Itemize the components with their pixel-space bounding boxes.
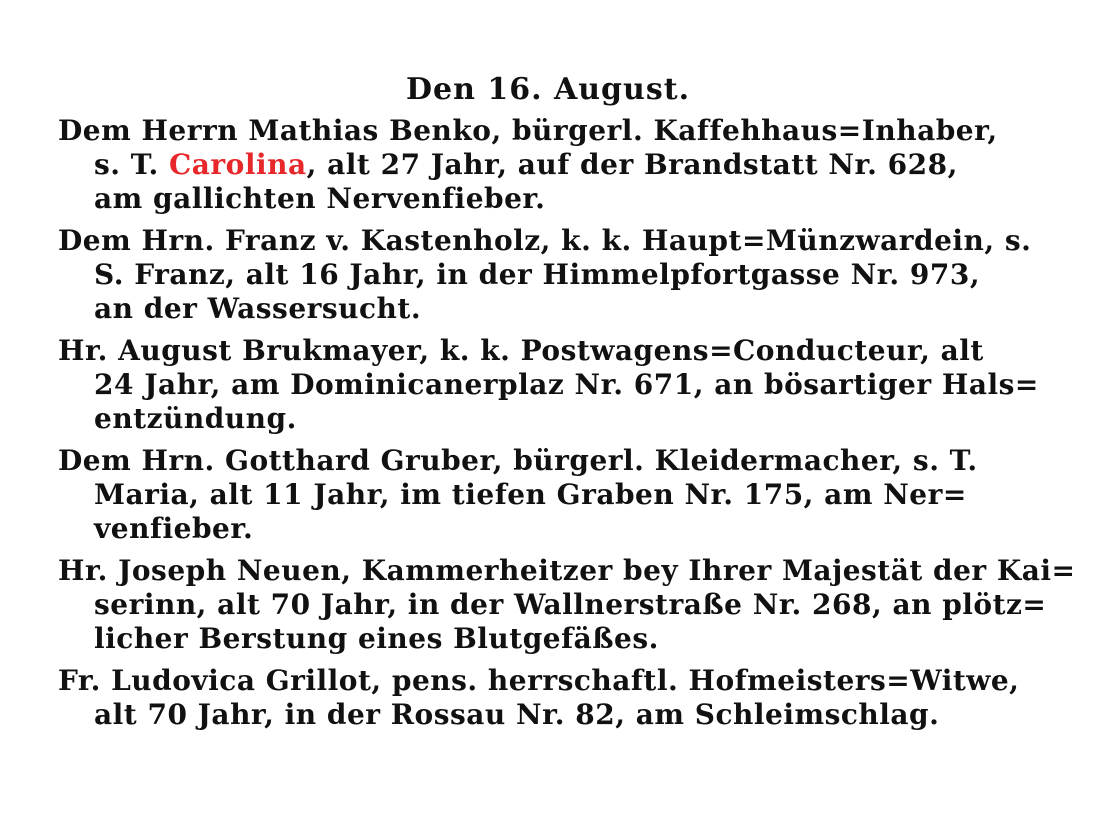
entry-text: , alt 27 Jahr, auf der Brandstatt Nr. 628, — [306, 148, 958, 181]
entry-line: Dem Herrn Mathias Benko, bürgerl. Kaffehhaus=Inhaber, — [58, 114, 998, 147]
death-record-entry — [58, 334, 1048, 436]
entry-line: S. Franz, alt 16 Jahr, in der Himmelpfortgasse Nr. 973, — [94, 258, 981, 291]
entry-line: Dem Hrn. Franz v. Kastenholz, k. k. Haupt=Münzwardein, s. — [58, 224, 1032, 257]
entry-line: Dem Hrn. Gotthard Gruber, bürgerl. Kleidermacher, s. T. — [58, 444, 978, 477]
entry-line: 24 Jahr, am Dominicanerplaz Nr. 671, an bösartiger Hals= — [94, 368, 1039, 401]
death-record-entry — [58, 444, 1048, 546]
date-heading: Den 16. August. — [405, 72, 691, 107]
entry-line: Hr. Joseph Neuen, Kammerheitzer bey Ihrer Majestät der Kai= — [58, 554, 1076, 587]
entry-line: Maria, alt 11 Jahr, im tiefen Graben Nr. 175, am Ner= — [94, 478, 967, 511]
entry-line: Hr. August Brukmayer, k. k. Postwagens=Conducteur, alt — [58, 334, 984, 367]
entry-line: alt 70 Jahr, in der Rossau Nr. 82, am Schleimschlag. — [94, 698, 940, 731]
entry-line: serinn, alt 70 Jahr, in der Wallnerstraße Nr. 268, an plötz= — [94, 588, 1047, 621]
highlighted-name: Carolina — [168, 148, 307, 181]
entry-text: s. T. — [94, 148, 169, 181]
death-record-entry — [58, 664, 1048, 732]
entry-line: licher Berstung eines Blutgefäßes. — [94, 622, 659, 655]
entry-line: Fr. Ludovica Grillot, pens. herrschaftl. Hofmeisters=Witwe, — [58, 664, 1020, 697]
entry-line — [58, 148, 1048, 182]
entry-line: venfieber. — [94, 512, 254, 545]
entry-line: entzündung. — [94, 402, 297, 435]
death-record-entry — [58, 224, 1048, 326]
entry-line: an der Wassersucht. — [94, 292, 422, 325]
entry-line: am gallichten Nervenfieber. — [94, 182, 546, 215]
death-record-entry — [58, 114, 1048, 216]
death-record-entry — [58, 554, 1076, 656]
